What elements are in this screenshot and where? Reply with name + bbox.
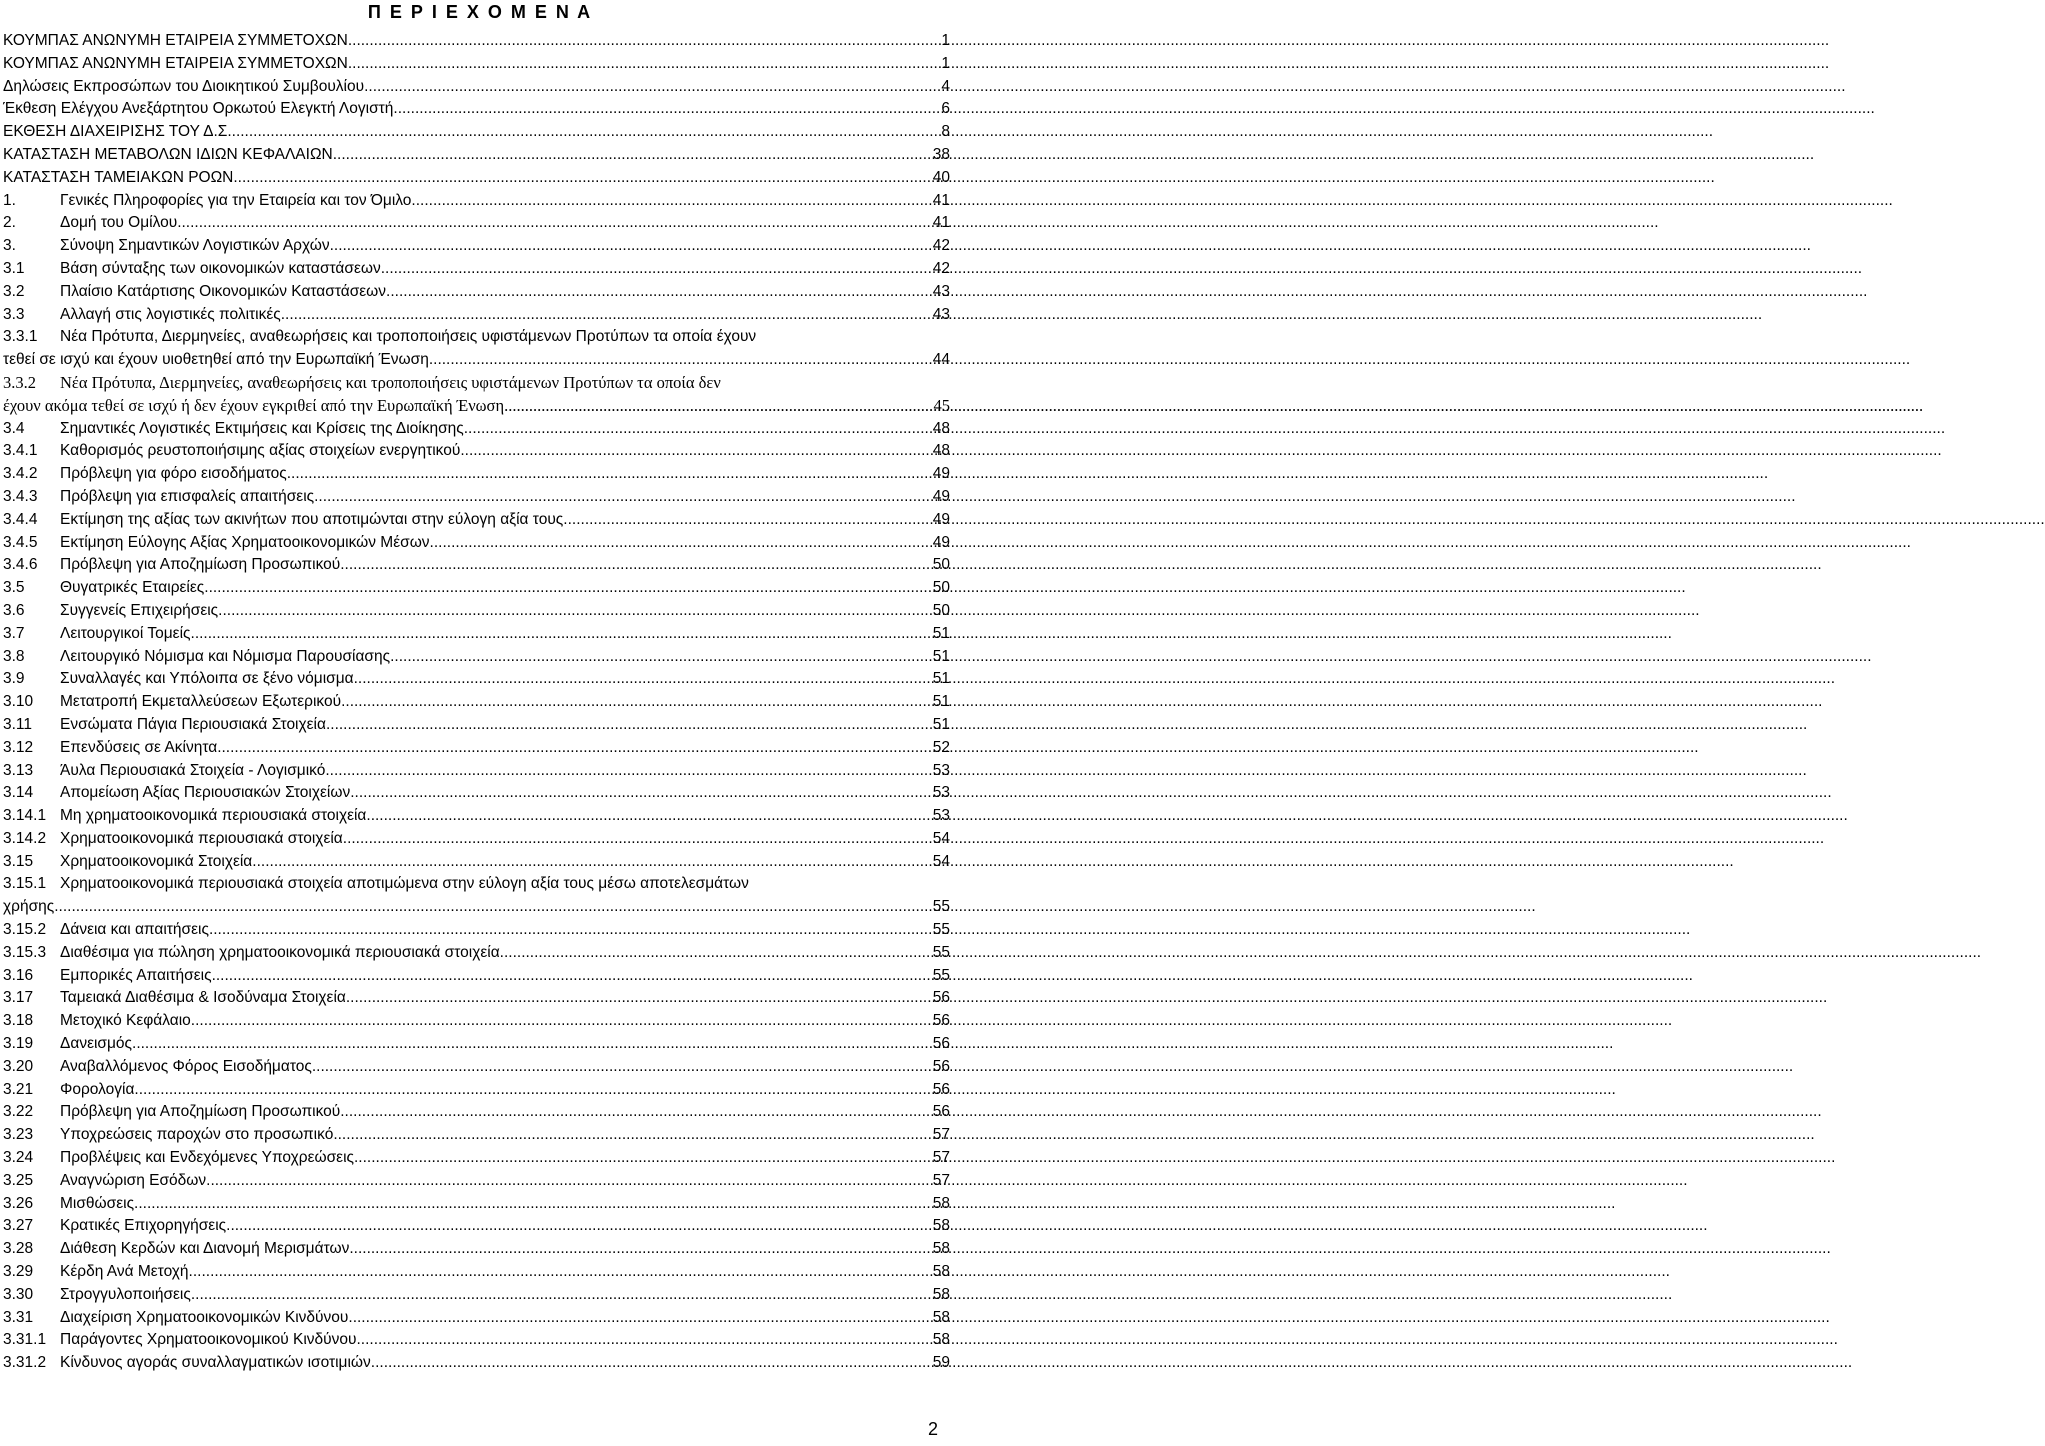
toc-entry-page: 1 [941,32,950,49]
toc-leader-dots [504,395,931,418]
toc-entry-text: Επενδύσεις σε Ακίνητα [60,738,218,756]
toc-entry-page: 51 [932,693,950,711]
toc-entry-text: ΚΑΤΑΣΤΑΣΗ ΜΕΤΑΒΟΛΩΝ ΙΔΙΩΝ ΚΕΦΑΛΑΙΩΝ [3,145,333,163]
toc-entry-text: Δάνεια και απαιτήσεις [60,921,209,939]
toc-entry-text: Ταμειακά Διαθέσιμα & Ισοδύναμα Στοιχεία [60,989,346,1007]
toc-entry-page: 49 [932,487,950,505]
toc-entry-long[interactable] [3,326,950,372]
toc-entry-text: Κέρδη Ανά Μετοχή [60,1263,189,1281]
toc-entry-page: 58 [932,1194,950,1212]
toc-entry[interactable] [3,1329,950,1352]
toc-entry-number: 3.31.2 [3,1354,47,1372]
toc-entry[interactable] [3,1261,950,1284]
toc-leader-dots [430,532,931,555]
toc-entry-text: Μη χρηματοοικονομικά περιουσιακά στοιχεία [60,807,367,825]
toc-entry-number: 3.3.1 [3,328,38,346]
toc-entry-number: 3.21 [3,1080,34,1098]
toc-leader-dots [340,554,931,577]
toc-entry[interactable] [3,919,950,942]
toc-entry-number: 1. [3,191,16,209]
toc-entry[interactable] [3,1352,950,1375]
toc-entry[interactable] [3,1056,950,1079]
toc-entry-number: 3.10 [3,693,34,711]
toc-entry-text: Νέα Πρότυπα, Διερμηνείες, αναθεωρήσεις και τροποποιήσεις υφιστάμενων Προτύπων τα οποία δεν [60,372,721,392]
toc-entry-line [3,873,950,896]
toc-entry-page: 6 [941,100,950,118]
toc-entry[interactable] [3,965,950,988]
toc-entry-number: 3.16 [3,966,34,984]
toc-entry-page: 53 [932,807,950,825]
toc-leader-dots [386,281,931,304]
toc-entry[interactable] [3,76,950,99]
toc-entry-number: 3.27 [3,1217,34,1235]
toc-entry-page: 41 [932,214,950,232]
toc-entry-page: 43 [932,305,950,323]
toc-entry-number: 3.22 [3,1103,34,1121]
toc-entry[interactable] [3,418,950,441]
toc-entry-number: 3.30 [3,1285,34,1303]
toc-entry[interactable] [3,304,950,327]
toc-entry[interactable] [3,463,950,486]
toc-entry-text: Απομείωση Αξίας Περιουσιακών Στοιχείων [60,784,351,802]
toc-entry[interactable] [3,668,950,691]
toc-entry-text: τεθεί σε ισχύ και έχουν υιοθετηθεί από την Ευρωπαϊκή Ένωση [3,351,429,369]
toc-entry-text: Χρηματοοικονομικά Στοιχεία [60,852,253,870]
toc-leader-dots [252,851,930,874]
toc-leader-dots [218,600,931,623]
toc-entry-text: Δομή του Ομίλου [60,214,178,232]
toc-leader-dots [348,30,940,53]
toc-entry[interactable] [3,1147,950,1170]
toc-entry-page: 57 [932,1149,950,1167]
toc-entry-page: 54 [932,829,950,847]
toc-leader-dots [232,121,940,144]
toc-leader-dots [326,714,931,737]
toc-leader-dots [340,1101,931,1124]
toc-entry-text: Δηλώσεις Εκπροσώπων του Διοικητικού Συμβουλίου [3,77,365,95]
toc-entry-page: 41 [932,191,950,209]
toc-entry-page: 1 [941,54,950,72]
toc-entry-text: Στρογγυλοποιήσεις [60,1285,191,1303]
table-of-contents [3,30,950,1375]
toc-entry[interactable] [3,942,950,965]
toc-leader-dots [349,1238,930,1261]
toc-entry-page: 52 [932,738,950,756]
toc-leader-dots [312,1056,931,1079]
toc-entry-number: 3.1 [3,259,25,277]
toc-entry-text: ΚΑΤΑΣΤΑΣΗ ΤΑΜΕΙΑΚΩΝ ΡΟΩΝ [3,168,234,186]
toc-entry-number: 3.8 [3,647,25,665]
toc-entry-text: Κρατικές Επιχορηγήσεις [60,1217,227,1235]
toc-entry-number: 3.9 [3,670,25,688]
toc-entry[interactable] [3,53,950,76]
toc-entry-number: 3.2 [3,282,25,300]
toc-leader-dots [357,1329,931,1352]
toc-entry-text: Συναλλαγές και Υπόλοιπα σε ξένο νόμισμα [60,670,354,688]
toc-entry[interactable] [3,486,950,509]
toc-entry-page: 50 [932,601,950,619]
toc-entry-number: 3.15.3 [3,943,47,961]
toc-entry-number: 3.26 [3,1194,34,1212]
toc-entry-number: 2. [3,214,16,232]
toc-entry[interactable] [3,1010,950,1033]
toc-entry[interactable] [3,1170,950,1193]
toc-entry[interactable] [3,235,950,258]
toc-entry-page: 58 [932,1240,950,1258]
toc-entry[interactable] [3,1193,950,1216]
toc-entry-number: 3.29 [3,1263,34,1281]
toc-entry-text: Πρόβλεψη για Αποζημίωση Προσωπικού [60,1103,341,1121]
toc-entry-page: 8 [941,123,950,141]
toc-entry-text: Προβλέψεις και Ενδεχόμενες Υποχρεώσεις [60,1149,354,1167]
toc-entry-text: Ενσώματα Πάγια Περιουσιακά Στοιχεία [60,715,326,733]
toc-entry-text: Αλλαγή στις λογιστικές πολιτικές [60,305,281,323]
toc-entry-number: 3.4.1 [3,442,38,460]
toc-entry[interactable] [3,691,950,714]
toc-leader-dots [348,1307,930,1330]
toc-leader-dots [314,486,931,509]
toc-entry-text: Λειτουργικό Νόμισμα και Νόμισμα Παρουσίασης [60,647,391,665]
toc-leader-dots [206,1170,931,1193]
toc-entry[interactable] [3,600,950,623]
toc-entry-page: 50 [932,579,950,597]
toc-entry-line [3,349,950,372]
toc-leader-dots [464,418,931,441]
toc-entry[interactable] [3,987,950,1010]
toc-leader-dots [191,1284,931,1307]
toc-entry-page: 56 [932,1012,950,1030]
toc-entry-page: 56 [932,1057,950,1075]
toc-leader-dots [189,1261,931,1284]
toc-leader-dots [54,896,931,919]
toc-entry-number: 3.19 [3,1035,34,1053]
toc-entry-page: 51 [932,647,950,665]
toc-entry[interactable] [3,1033,950,1056]
toc-entry-text: χρήσης [3,898,55,916]
toc-entry-text: Παράγοντες Χρηματοοικονομικού Κινδύνου [60,1331,357,1349]
toc-leader-dots [287,463,931,486]
toc-entry-page: 58 [932,1263,950,1281]
toc-entry-page: 55 [932,943,950,961]
toc-entry-text: Συγγενείς Επιχειρήσεις [60,601,219,619]
toc-entry-page: 53 [932,784,950,802]
toc-entry-text: Πρόβλεψη για επισφαλείς απαιτήσεις [60,487,315,505]
toc-entry-number: 3.17 [3,989,34,1007]
toc-entry-text: Διαχείριση Χρηματοοικονομικών Κινδύνου [60,1308,349,1326]
toc-entry-text: Χρηματοοικονομικά περιουσιακά στοιχεία αποτιμώμενα στην εύλογη αξία τους μέσω αποτελεσμάτων [60,875,749,893]
toc-entry[interactable] [3,782,950,805]
toc-leader-dots [390,646,931,669]
toc-leader-dots [191,623,931,646]
toc-leader-dots [354,668,931,691]
toc-entry-number: 3.18 [3,1012,34,1030]
toc-leader-dots [209,919,931,942]
toc-entry-number: 3.28 [3,1240,34,1258]
toc-entry-number: 3.31 [3,1308,34,1326]
toc-entry-number: 3.13 [3,761,34,779]
toc-entry-number: 3.15.2 [3,921,47,939]
toc-entry-number: 3.14.1 [3,807,47,825]
toc-entry-number: 3.4.2 [3,465,38,483]
toc-entry-page: 44 [932,351,950,369]
toc-entry-page: 56 [932,1103,950,1121]
toc-entry-text: Εκτίμηση της αξίας των ακινήτων που αποτιμώνται στην εύλογη αξία τους [60,510,564,528]
toc-entry-text: Σημαντικές Λογιστικές Εκτιμήσεις και Κρίσεις της Διοίκησης [60,419,464,437]
toc-entry-text: Βάση σύνταξης των οικονομικών καταστάσεων [60,259,381,277]
toc-title: Π Ε Ρ Ι Ε Χ Ο Μ Ε Ν Α [367,2,593,22]
toc-entry[interactable] [3,190,950,213]
toc-entry-line [3,395,950,418]
toc-entry[interactable] [3,1238,950,1261]
toc-entry-page: 58 [932,1308,950,1326]
toc-entry-number: 3.23 [3,1126,34,1144]
toc-leader-dots [333,1124,930,1147]
toc-entry[interactable] [3,623,950,646]
toc-entry-text: Εκτίμηση Εύλογης Αξίας Χρηματοοικονομικών Μέσων [60,533,430,551]
toc-entry[interactable] [3,1307,950,1330]
toc-group-1 [3,30,950,326]
toc-entry-number: 3.4.5 [3,533,38,551]
toc-entry-number: 3.24 [3,1149,34,1167]
toc-entry[interactable] [3,440,950,463]
toc-entry-page: 55 [932,921,950,939]
toc-entry-number: 3.6 [3,601,25,619]
toc-entry-text: Μετοχικό Κεφάλαιο [60,1012,191,1030]
toc-entry-text: Αναγνώριση Εσόδων [60,1171,207,1189]
toc-entry-page: 45 [933,395,950,415]
toc-entry-page: 51 [932,715,950,733]
toc-entry-text: Λειτουργικοί Τομείς [60,624,191,642]
toc-entry-text: Αναβαλλόμενος Φόρος Εισοδήματος [60,1057,312,1075]
page-number: 2 [927,1419,938,1439]
toc-entry-page: 51 [932,670,950,688]
toc-entry[interactable] [3,1284,950,1307]
toc-entry-line [3,326,950,349]
toc-entry-text: Άυλα Περιουσιακά Στοιχεία - Λογισμικό [60,761,326,779]
toc-leader-dots [348,53,940,76]
toc-leader-dots [381,258,931,281]
toc-entry[interactable] [3,577,950,600]
toc-entry-text: Καθορισμός ρευστοποιήσιμης αξίας στοιχείων ενεργητικού [60,442,461,460]
toc-entry-number: 3.15.1 [3,875,47,893]
toc-entry-number: 3.31.1 [3,1331,47,1349]
toc-entry-page: 57 [932,1126,950,1144]
toc-entry-number: 3.20 [3,1057,34,1075]
toc-leader-dots [563,509,930,532]
toc-entry-text: Σύνοψη Σημαντικών Λογιστικών Αρχών [60,237,330,255]
toc-entry-number: 3.14.2 [3,829,47,847]
toc-entry-text: Διάθεση Κερδών και Διανομή Μερισμάτων [60,1240,350,1258]
toc-leader-dots [212,965,931,988]
toc-entry-text: Εμπορικές Απαιτήσεις [60,966,212,984]
toc-entry[interactable] [3,1215,950,1238]
toc-entry-text: Γενικές Πληροφορίες για την Εταιρεία και τον Όμιλο [60,191,412,209]
toc-entry-long[interactable] [3,873,950,919]
toc-leader-dots [204,577,930,600]
toc-entry-text: Μισθώσεις [60,1194,135,1212]
toc-group-2 [3,418,950,874]
toc-entry-page: 59 [932,1354,950,1372]
toc-entry-line [3,372,950,395]
toc-leader-dots [393,98,939,121]
toc-entry[interactable] [3,532,950,555]
toc-entry-page: 4 [941,77,950,95]
toc-entry-page: 42 [932,237,950,255]
toc-entry[interactable] [3,805,950,828]
toc-entry[interactable] [3,1101,950,1124]
toc-leader-dots [217,737,931,760]
toc-entry-page: 58 [932,1285,950,1303]
toc-entry-page: 43 [932,282,950,300]
toc-leader-dots [460,440,930,463]
toc-entry-page: 50 [932,556,950,574]
toc-leader-dots [364,76,939,99]
toc-entry[interactable] [3,737,950,760]
toc-entry-page: 49 [932,533,950,551]
toc-leader-dots [281,304,931,327]
toc-entry[interactable] [3,760,950,783]
toc-leader-dots [343,828,931,851]
toc-leader-dots [191,1010,931,1033]
toc-leader-dots [233,167,930,190]
toc-leader-dots [354,1147,931,1170]
toc-entry-number: 3.4 [3,419,25,437]
toc-entry-text: Υποχρεώσεις παροχών στο προσωπικό [60,1126,334,1144]
toc-entry-text: Πλαίσιο Κατάρτισης Οικονομικών Καταστάσεων [60,282,387,300]
toc-entry[interactable] [3,1079,950,1102]
toc-entry[interactable] [3,1124,950,1147]
toc-entry-text: ΚΟΥΜΠΑΣ ΑΝΩΝΥΜΗ ΕΤΑΙΡΕΙΑ ΣΥΜΜΕΤΟΧΩΝ [3,32,348,49]
toc-leader-dots [500,942,931,965]
toc-entry-text: Δανεισμός [60,1035,133,1053]
toc-entry-number: 3.3.2 [3,372,36,392]
toc-entry-number: 3.4.6 [3,556,38,574]
toc-entry-long[interactable] [3,372,950,418]
toc-leader-dots [134,1193,931,1216]
toc-entry-page: 38 [932,145,950,163]
toc-entry-number: 3.4.4 [3,510,38,528]
toc-leader-dots [177,212,931,235]
toc-entry[interactable] [3,212,950,235]
toc-entry-page: 49 [932,465,950,483]
toc-entry-page: 56 [932,1080,950,1098]
toc-entry-text: έχουν ακόμα τεθεί σε ισχύ ή δεν έχουν εγκριθεί από την Ευρωπαϊκή Ένωση [3,395,505,415]
toc-entry[interactable] [3,851,950,874]
toc-entry-number: 3.11 [3,715,33,733]
toc-entry-page: 49 [932,510,950,528]
toc-entry-number: 3.14 [3,784,34,802]
toc-entry-text: Νέα Πρότυπα, Διερμηνείες, αναθεωρήσεις και τροποποιήσεις υφιστάμενων Προτύπων τα οποία έχουν [60,328,757,346]
toc-entry[interactable] [3,714,950,737]
toc-entry-text: ΕΚΘΕΣΗ ΔΙΑΧΕΙΡΙΣΗΣ ΤΟΥ Δ.Σ. [3,123,232,141]
toc-entry-text: Μετατροπή Εκμεταλλεύσεων Εξωτερικού [60,693,342,711]
toc-entry-page: 42 [932,259,950,277]
toc-entry-page: 56 [932,1035,950,1053]
toc-leader-dots [429,349,931,372]
toc-leader-dots [346,987,931,1010]
toc-entry-number: 3.12 [3,738,34,756]
toc-entry-text: Κίνδυνος αγοράς συναλλαγματικών ισοτιμιών [60,1354,371,1372]
toc-entry-number: 3.7 [3,624,25,642]
toc-leader-dots [341,691,931,714]
toc-entry[interactable] [3,258,950,281]
toc-entry-page: 53 [932,761,950,779]
toc-entry-page: 58 [932,1331,950,1349]
toc-entry-page: 51 [932,624,950,642]
toc-entry-page: 57 [932,1171,950,1189]
toc-entry[interactable] [3,554,950,577]
toc-entry-number: 3.4.3 [3,487,38,505]
toc-leader-dots [411,190,930,213]
toc-entry-page: 55 [932,966,950,984]
toc-group-3 [3,919,950,1375]
toc-entry[interactable] [3,167,950,190]
toc-entry-text: Πρόβλεψη για φόρο εισοδήματος [60,465,287,483]
toc-entry[interactable] [3,30,950,53]
toc-entry-text: ΚΟΥΜΠΑΣ ΑΝΩΝΥΜΗ ΕΤΑΙΡΕΙΑ ΣΥΜΜΕΤΟΧΩΝ [3,54,348,72]
toc-leader-dots [134,1079,930,1102]
toc-leader-dots [330,235,931,258]
toc-entry-text: Θυγατρικές Εταιρείες [60,579,205,597]
toc-entry[interactable] [3,281,950,304]
toc-entry-page: 56 [932,989,950,1007]
toc-leader-dots [333,144,931,167]
toc-entry-text: Πρόβλεψη για Αποζημίωση Προσωπικού [60,556,341,574]
toc-leader-dots [226,1215,931,1238]
toc-entry-text: Διαθέσιμα για πώληση χρηματοοικονομικά περιουσιακά στοιχεία [60,943,500,961]
toc-leader-dots [371,1352,931,1375]
toc-entry[interactable] [3,828,950,851]
toc-entry-page: 48 [932,442,950,460]
toc-leader-dots [366,805,930,828]
toc-entry-line [3,896,950,919]
toc-leader-dots [132,1033,931,1056]
toc-entry[interactable] [3,144,950,167]
toc-entry-text: Φορολογία [60,1080,135,1098]
toc-entry[interactable] [3,509,950,532]
toc-entry-number: 3.3 [3,305,25,323]
toc-entry-page: 58 [932,1217,950,1235]
toc-entry-text: Χρηματοοικονομικά περιουσιακά στοιχεία [60,829,343,847]
toc-entry-number: 3. [3,237,16,255]
toc-entry[interactable] [3,121,950,144]
toc-leader-dots [350,782,931,805]
toc-entry-page: 40 [932,168,950,186]
toc-entry-number: 3.25 [3,1171,34,1189]
toc-entry-page: 48 [932,419,950,437]
toc-entry[interactable] [3,98,950,121]
toc-entry-text: Έκθεση Ελέγχου Ανεξάρτητου Ορκωτού Ελεγκτή Λογιστή [3,100,394,118]
toc-leader-dots [325,760,930,783]
toc-entry[interactable] [3,646,950,669]
toc-entry-page: 55 [932,898,950,916]
toc-entry-number: 3.15 [3,852,34,870]
toc-entry-page: 54 [932,852,950,870]
toc-entry-number: 3.5 [3,579,25,597]
